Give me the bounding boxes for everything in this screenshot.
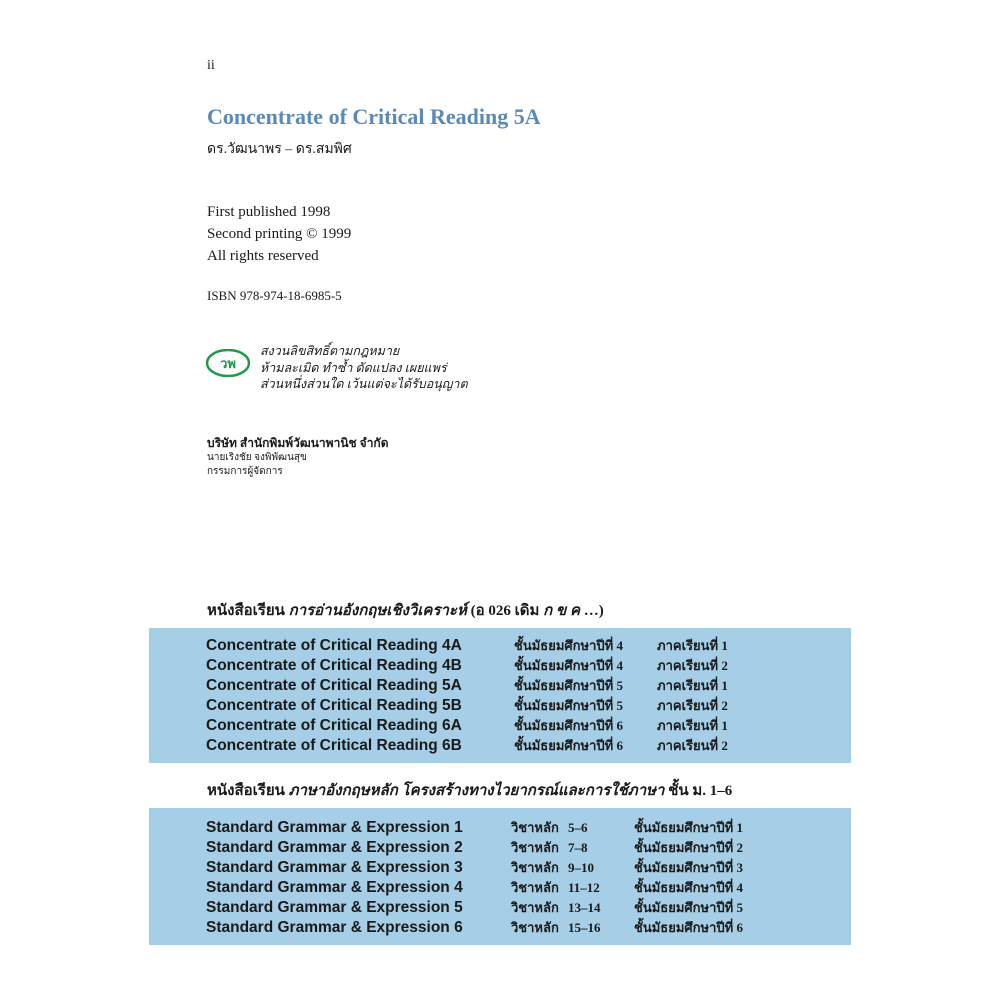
grade-cell: ชั้นมัธยมศึกษาปีที่ 4 <box>514 638 623 653</box>
grade-cell: ชั้นมัธยมศึกษาปีที่ 5 <box>514 698 623 713</box>
book-title-cell: Concentrate of Critical Reading 4A <box>206 637 462 654</box>
series2-heading-suffix: ชั้น ม. 1–6 <box>668 783 733 799</box>
table-row <box>149 878 851 898</box>
term-cell: ภาคเรียนที่ 2 <box>657 658 728 673</box>
table-row <box>149 716 851 736</box>
book-title-cell: Standard Grammar & Expression 6 <box>206 919 463 936</box>
range-cell: 9–10 <box>568 860 594 875</box>
publisher-logo-icon <box>206 349 250 377</box>
series1-heading <box>207 598 604 622</box>
range-cell: 7–8 <box>568 840 588 855</box>
term-cell: ภาคเรียนที่ 1 <box>657 718 728 733</box>
publisher-name: บริษัท สำนักพิมพ์วัฒนาพานิช จำกัด <box>207 436 389 450</box>
range-cell: 13–14 <box>568 900 601 915</box>
publisher-role: กรรมการผู้จัดการ <box>207 466 283 477</box>
grade-cell: ชั้นมัธยมศึกษาปีที่ 6 <box>514 738 623 753</box>
grade-cell: ชั้นมัธยมศึกษาปีที่ 3 <box>634 860 743 875</box>
series2-table <box>149 808 851 945</box>
book-title-cell: Concentrate of Critical Reading 4B <box>206 657 462 674</box>
table-row <box>149 918 851 938</box>
table-row <box>149 676 851 696</box>
book-title-cell: Standard Grammar & Expression 3 <box>206 859 463 876</box>
term-cell: ภาคเรียนที่ 2 <box>657 738 728 753</box>
copyright-line: สงวนลิขสิทธิ์ตามกฎหมาย <box>260 344 400 358</box>
table-row <box>149 656 851 676</box>
book-title-cell: Standard Grammar & Expression 4 <box>206 879 463 896</box>
grade-cell: ชั้นมัธยมศึกษาปีที่ 4 <box>514 658 623 673</box>
subject-cell: วิชาหลัก <box>511 820 559 835</box>
series1-heading-letters: ก ข ค <box>543 603 581 619</box>
copyright-line: ห้ามละเมิด ทำซ้ำ ดัดแปลง เผยแพร่ <box>260 360 447 375</box>
grade-cell: ชั้นมัธยมศึกษาปีที่ 1 <box>634 820 743 835</box>
grade-cell: ชั้นมัธยมศึกษาปีที่ 6 <box>514 718 623 733</box>
series2-heading-prefix: หนังสือเรียน <box>207 783 285 799</box>
book-title-cell: Concentrate of Critical Reading 5B <box>206 697 462 714</box>
rights-line: All rights reserved <box>207 248 319 264</box>
isbn: ISBN 978-974-18-6985-5 <box>207 288 342 303</box>
table-row <box>149 898 851 918</box>
series1-heading-code: (อ 026 เดิม <box>470 603 540 619</box>
copyright-notice <box>260 343 468 393</box>
book-title-cell: Standard Grammar & Expression 5 <box>206 899 463 916</box>
grade-cell: ชั้นมัธยมศึกษาปีที่ 6 <box>634 920 743 935</box>
book-title-cell: Concentrate of Critical Reading 5A <box>206 677 462 694</box>
series2-heading-title: ภาษาอังกฤษหลัก โครงสร้างทางไวยากรณ์และการใช้ภาษา <box>288 783 665 799</box>
series1-table <box>149 628 851 763</box>
table-row <box>149 736 851 756</box>
table-row <box>149 858 851 878</box>
range-cell: 5–6 <box>568 820 588 835</box>
table-row <box>149 696 851 716</box>
publisher-person: นายเริงชัย จงพิพัฒนสุข <box>207 452 307 463</box>
term-cell: ภาคเรียนที่ 1 <box>657 638 728 653</box>
grade-cell: ชั้นมัธยมศึกษาปีที่ 4 <box>634 880 743 895</box>
page-number: ii <box>207 58 215 73</box>
term-cell: ภาคเรียนที่ 2 <box>657 698 728 713</box>
table-row <box>149 636 851 656</box>
subject-cell: วิชาหลัก <box>511 840 559 855</box>
subject-cell: วิชาหลัก <box>511 900 559 915</box>
grade-cell: ชั้นมัธยมศึกษาปีที่ 2 <box>634 840 743 855</box>
term-cell: ภาคเรียนที่ 1 <box>657 678 728 693</box>
first-published-line: First published 1998 <box>207 204 331 220</box>
table-row <box>149 818 851 838</box>
series2-heading <box>207 778 732 802</box>
book-title-cell: Standard Grammar & Expression 2 <box>206 839 463 856</box>
subject-cell: วิชาหลัก <box>511 880 559 895</box>
copyright-line: ส่วนหนึ่งส่วนใด เว้นแต่จะได้รับอนุญาต <box>260 377 468 391</box>
range-cell: 15–16 <box>568 920 601 935</box>
book-title: Concentrate of Critical Reading 5A <box>207 104 541 129</box>
grade-cell: ชั้นมัธยมศึกษาปีที่ 5 <box>634 900 743 915</box>
series1-heading-suffix: …) <box>583 603 604 619</box>
table-row <box>149 838 851 858</box>
book-title-cell: Concentrate of Critical Reading 6B <box>206 737 462 754</box>
book-title-cell: Standard Grammar & Expression 1 <box>206 819 463 836</box>
series1-heading-title: การอ่านอังกฤษเชิงวิเคราะห์ <box>288 603 467 619</box>
series1-heading-prefix: หนังสือเรียน <box>207 603 285 619</box>
second-printing-line: Second printing © 1999 <box>207 226 352 242</box>
publisher-logo-text: วพ <box>220 357 236 372</box>
book-title-cell: Concentrate of Critical Reading 6A <box>206 717 462 734</box>
grade-cell: ชั้นมัธยมศึกษาปีที่ 5 <box>514 678 623 693</box>
range-cell: 11–12 <box>568 880 600 895</box>
subject-cell: วิชาหลัก <box>511 920 559 935</box>
subject-cell: วิชาหลัก <box>511 860 559 875</box>
book-authors: ดร.วัฒนาพร – ดร.สมพิศ <box>207 142 352 157</box>
